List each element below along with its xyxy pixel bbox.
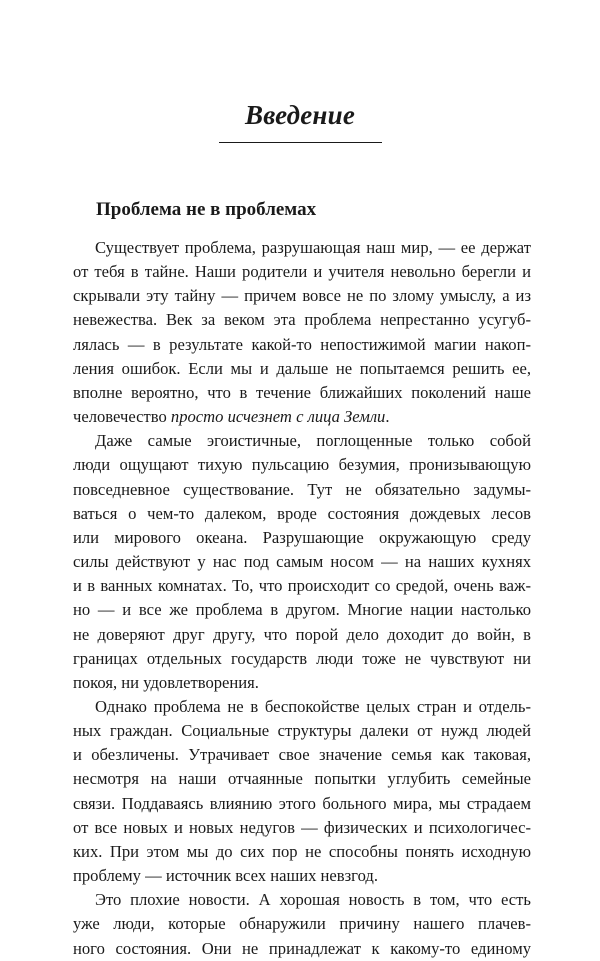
text-line: ваться о чем-то далеком, вроде состояния дождевых лесов — [73, 503, 531, 523]
text-line: несмотря на наши отчаянные попытки углубить семейные — [73, 769, 531, 789]
text-line: ления ошибок. Если мы и дальше не попытаемся решить ее, — [73, 358, 531, 378]
text-line: и обезличены. Утрачивает свое значение семья как таковая, — [73, 745, 531, 765]
text-line: или мирового океана. Разрушающие окружающую среду — [73, 527, 531, 547]
text-line: связи. Поддаваясь влиянию этого больного мира, мы страдаем — [73, 793, 531, 813]
paragraph-1 — [73, 236, 531, 429]
text-line: проблему — источник всех наших невзгод. — [73, 866, 378, 886]
italic-emphasis: просто исчезнет с лица Земли — [170, 407, 386, 427]
text-line: но — и все же проблема в другом. Многие нации настолько — [73, 600, 531, 620]
text-line: скрывали эту тайну — причем вовсе не по злому умыслу, а из — [73, 286, 531, 306]
text-line: и в ванных комнатах. То, что происходит со средой, очень важ- — [73, 576, 531, 596]
text-fragment: . — [385, 407, 390, 427]
section-heading: Проблема не в проблемах — [96, 199, 317, 220]
text-line: ных граждан. Социальные структуры далеки от нужд людей — [73, 721, 531, 741]
text-line: повседневное существование. Тут не обязательно задумы- — [73, 479, 531, 499]
paragraph-3 — [73, 695, 531, 888]
text-line — [73, 405, 531, 429]
title-underline-rule — [219, 142, 382, 143]
text-line: Даже самые эгоистичные, поглощенные только собой — [95, 431, 531, 451]
text-line: люди ощущают тихую пульсацию безумия, пронизывающую — [73, 455, 531, 475]
chapter-title: Введение — [244, 100, 356, 130]
text-line: уже люди, которые обнаружили причину нашего плачев- — [73, 914, 531, 934]
text-line: от тебя в тайне. Наши родители и учителя невольно берегли и — [73, 262, 531, 282]
text-line: от все новых и новых недугов — физических и психологичес- — [73, 817, 531, 837]
text-line: вполне вероятно, что в течение ближайших поколений наше — [73, 382, 531, 402]
paragraph-2 — [73, 429, 531, 695]
text-line: Существует проблема, разрушающая наш мир, — ее держат — [95, 238, 531, 257]
text-line: покоя, ни удовлетворения. — [73, 672, 259, 692]
text-line: не доверяют друг другу, что порой дело доходит до войн, в — [73, 624, 531, 644]
text-fragment: человечество — [73, 407, 171, 427]
text-line: Это плохие новости. А хорошая новость в том, что есть — [95, 890, 531, 910]
text-line: Однако проблема не в беспокойстве целых стран и отдель- — [95, 696, 531, 716]
text-line: силы действуют у нас под самым носом — на наших кухнях — [73, 552, 531, 572]
text-line: границах отдельных государств люди тоже не чувствуют ни — [73, 648, 531, 668]
paragraph-4 — [73, 888, 531, 960]
body-text — [73, 236, 531, 961]
text-line: ких. При этом мы до сих пор не способны понять исходную — [73, 841, 531, 861]
text-line: ного состояния. Они не принадлежат к какому-то единому — [73, 938, 531, 958]
text-line: невежества. Век за веком эта проблема непрестанно усугуб- — [73, 310, 531, 330]
text-line: лялась — в результате какой-то непостижимой магии накоп- — [73, 334, 531, 354]
